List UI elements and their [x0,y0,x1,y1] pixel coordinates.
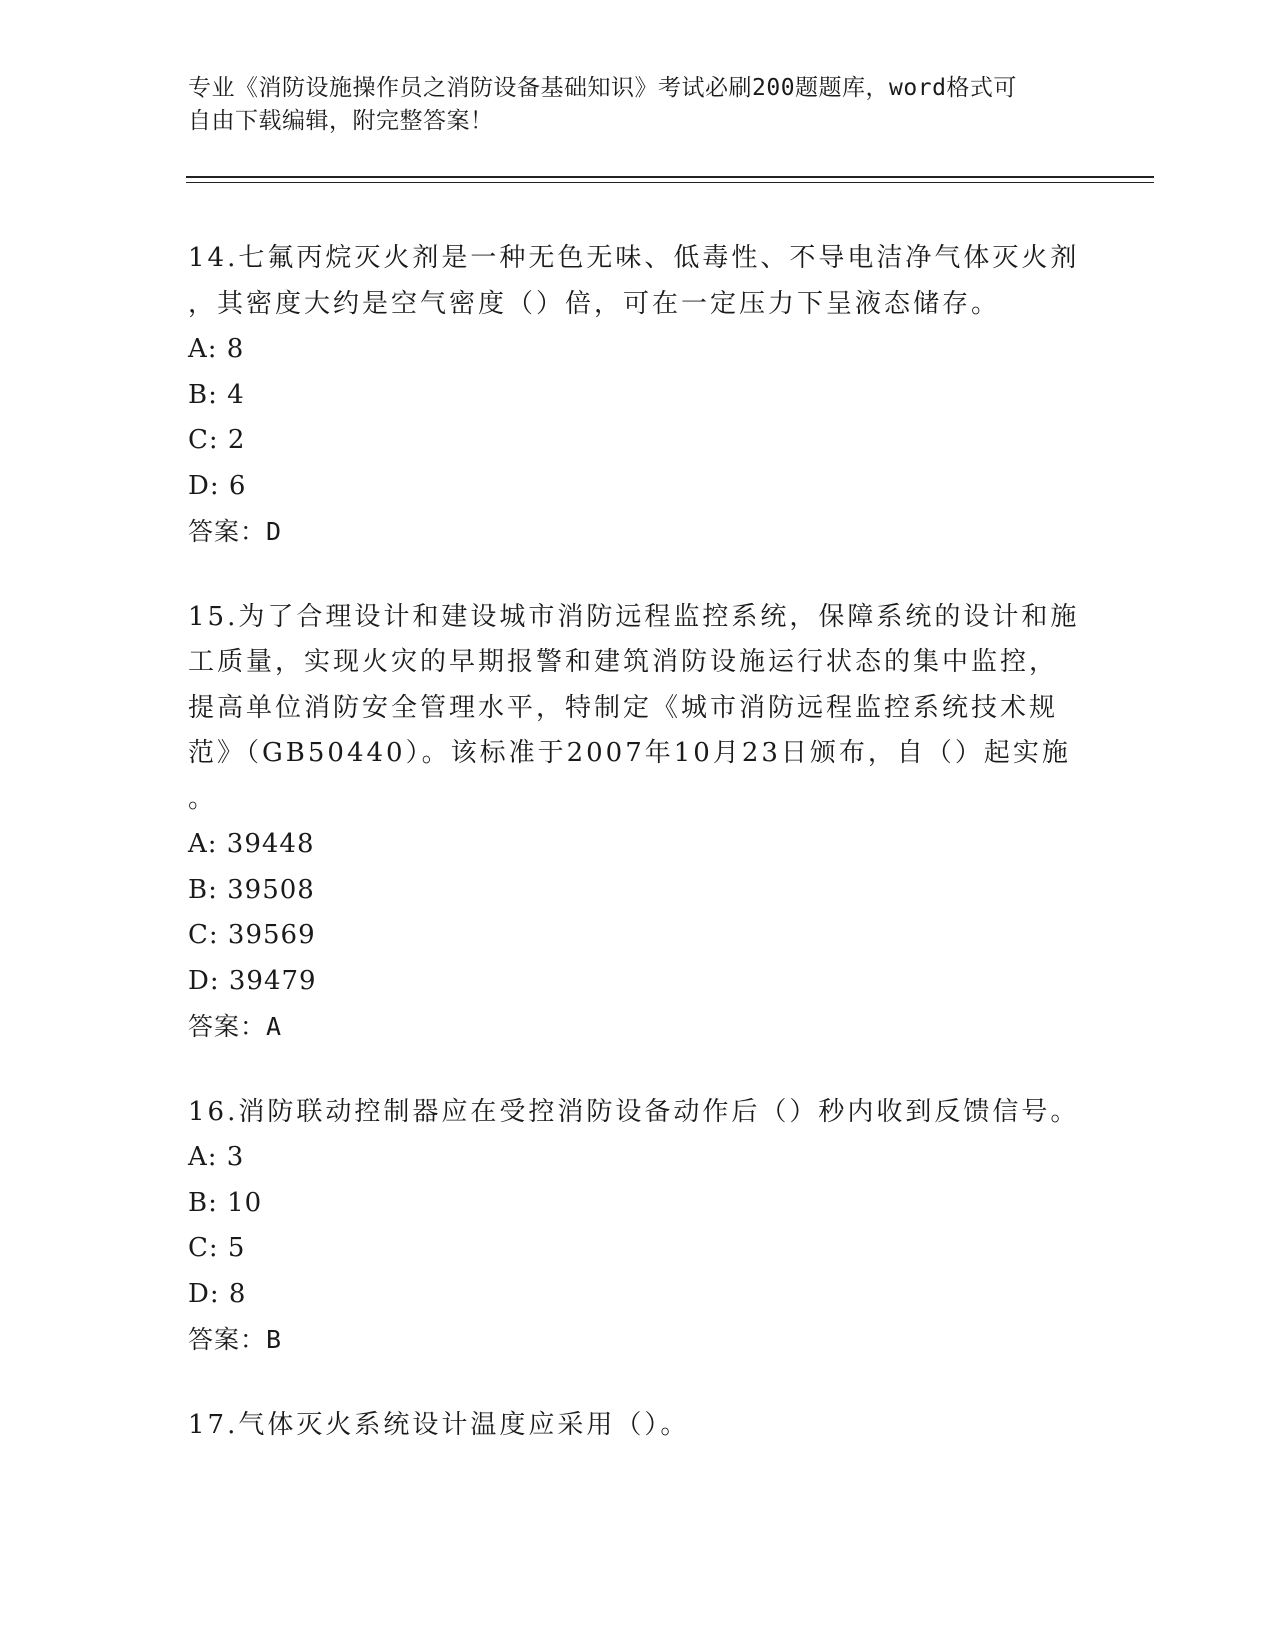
question-text-line: 15.为了合理设计和建设城市消防远程监控系统，保障系统的设计和施 [188,601,1080,632]
option-b: B: 4 [188,379,245,410]
question-text-line: 16.消防联动控制器应在受控消防设备动作后（）秒内收到反馈信号。 [188,1096,1080,1127]
header-line-2: 自由下载编辑，附完整答案！ [188,108,494,134]
answer-label: 答案：D [188,517,283,546]
question-text-line: ，其密度大约是空气密度（）倍，可在一定压力下呈液态储存。 [188,288,1001,319]
option-a: A: 8 [188,334,245,364]
question-16 [188,1090,1088,1363]
question-text-line: 17.气体灭火系统设计温度应采用（）。 [188,1409,690,1440]
question-15 [188,595,1088,1050]
option-a: A: 3 [188,1142,245,1172]
question-14 [188,236,1088,555]
question-17 [188,1403,1088,1449]
option-d: D: 6 [188,470,247,501]
option-a: A: 39448 [188,829,315,859]
question-text-line: 工质量，实现火灾的早期报警和建筑消防设施运行状态的集中监控， [188,647,1059,677]
option-b: B: 39508 [188,874,315,905]
option-c: C: 2 [188,425,246,455]
option-c: C: 39569 [188,920,316,950]
option-c: C: 5 [188,1233,246,1263]
question-text-line: 范》（GB50440）。该标准于2007年10月23日颁布，自（）起实施 [188,738,1071,768]
answer-label: 答案：B [188,1325,283,1354]
option-b: B: 10 [188,1187,263,1218]
question-list [188,236,1088,1488]
question-text-line: 。 [188,783,218,814]
question-text-line: 提高单位消防安全管理水平，特制定《城市消防远程监控系统技术规 [188,692,1059,723]
question-text-line: 14.七氟丙烷灭火剂是一种无色无味、低毒性、不导电洁净气体灭火剂 [188,243,1080,273]
header-divider [186,176,1154,183]
document-header [188,72,1068,138]
option-d: D: 8 [188,1278,247,1309]
header-line-1: 专业《消防设施操作员之消防设备基础知识》考试必刷200题题库，word格式可 [188,75,1017,101]
answer-label: 答案：A [188,1012,283,1041]
option-d: D: 39479 [188,965,317,996]
